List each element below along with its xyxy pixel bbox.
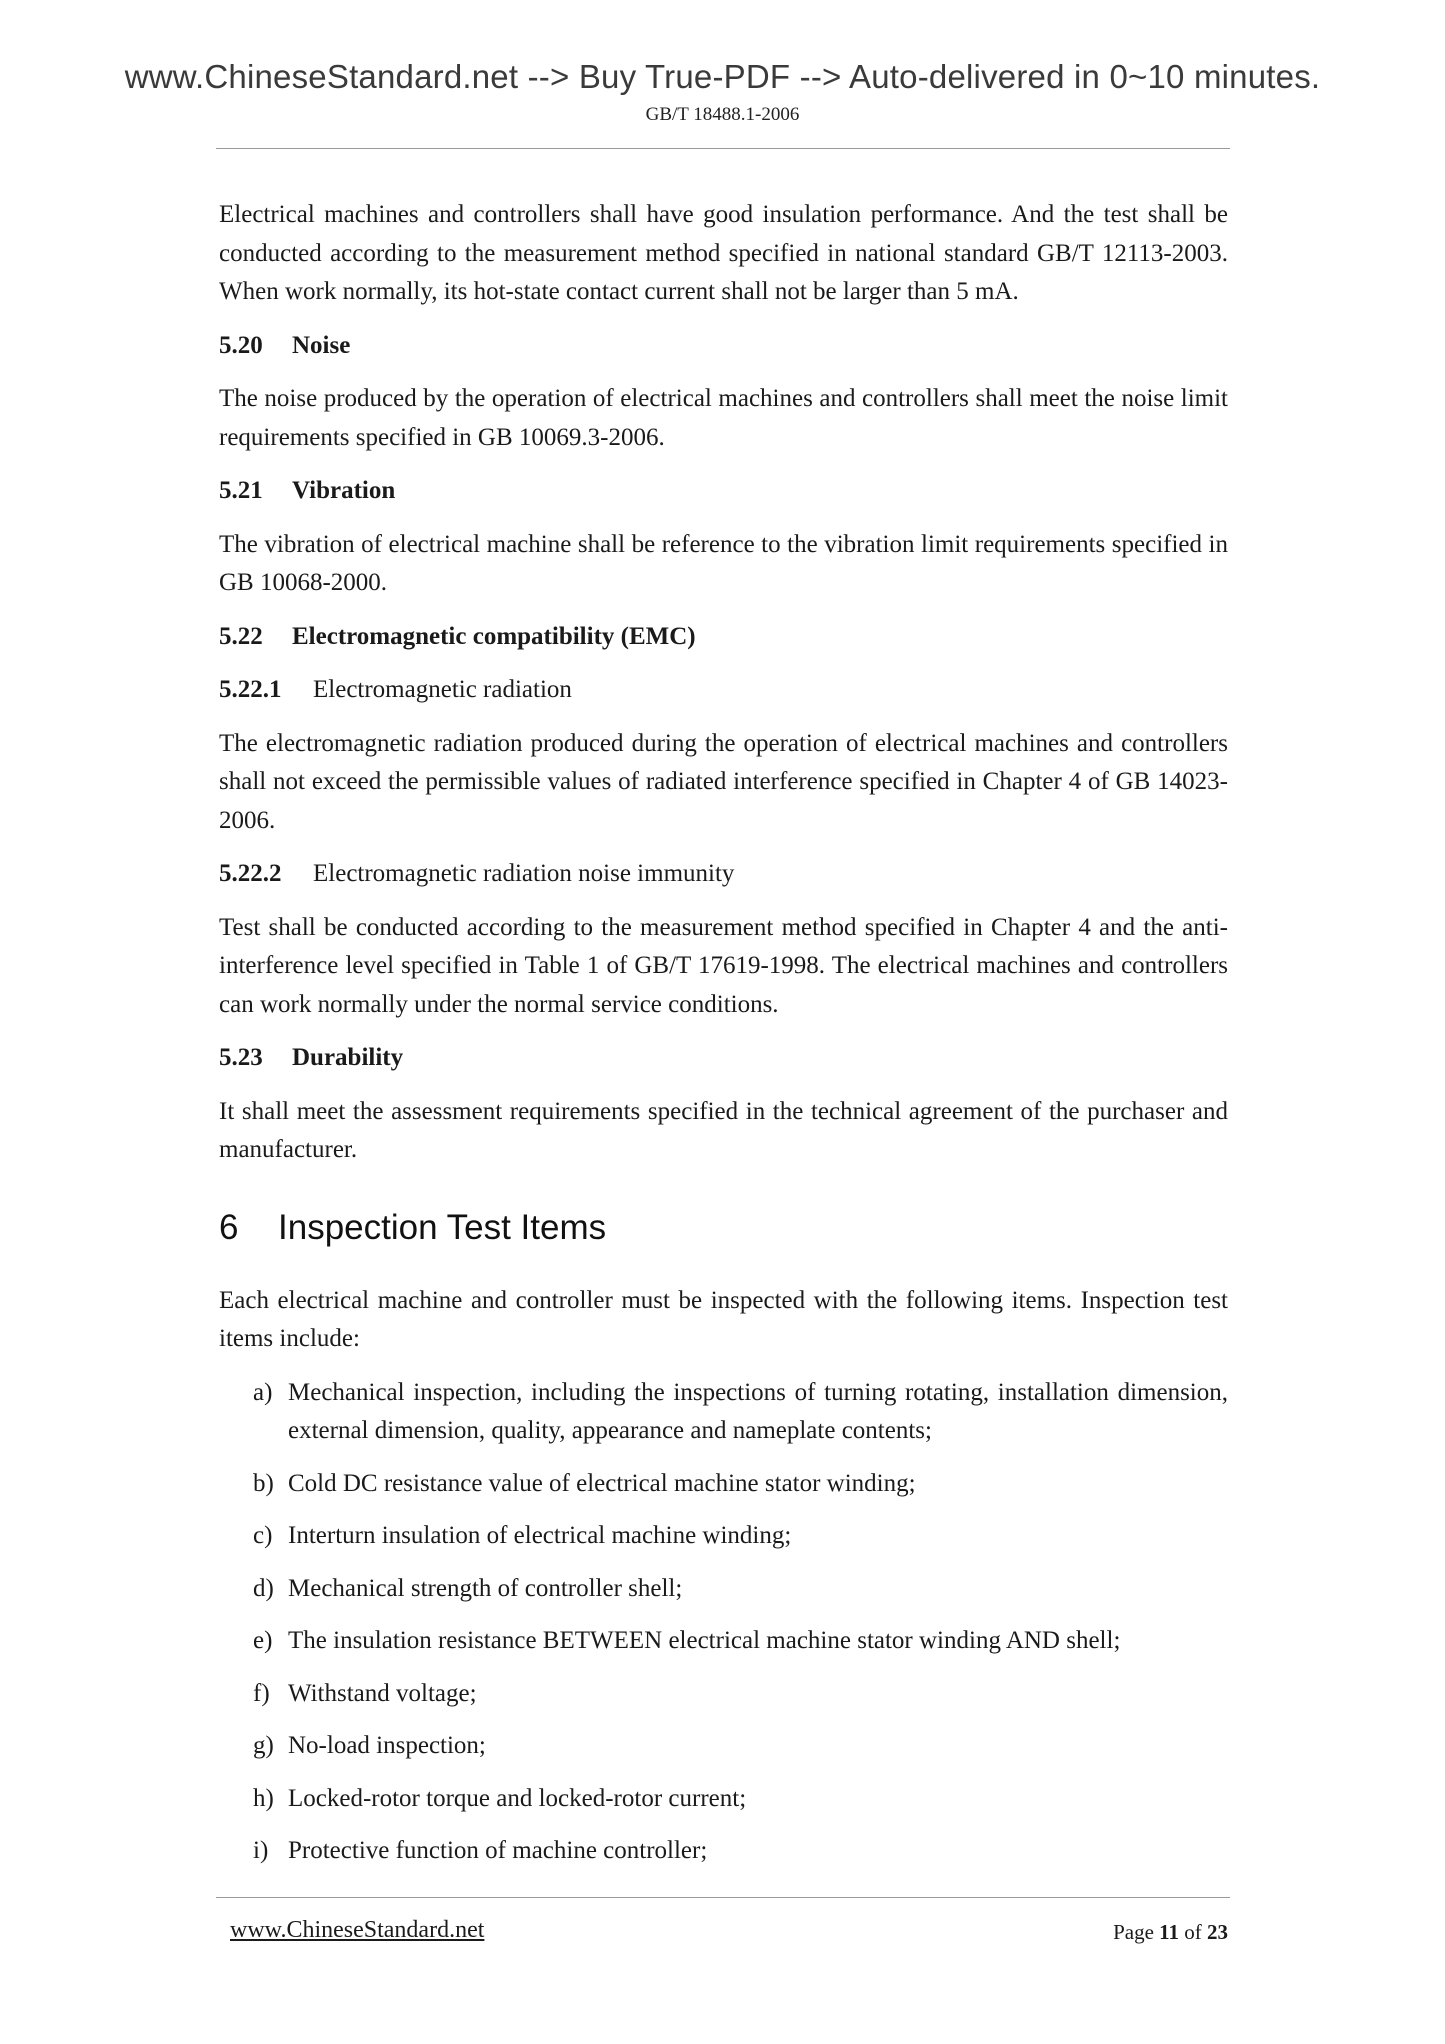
current-page-number: 11 [1159, 1920, 1179, 1944]
section-title: Electromagnetic compatibility (EMC) [292, 622, 696, 650]
list-item [219, 1517, 1228, 1556]
page-label: Page [1113, 1920, 1154, 1944]
list-item [219, 1727, 1228, 1766]
list-marker: c) [253, 1522, 273, 1549]
section-number: 5.23 [219, 1044, 263, 1071]
subsection-title: Electromagnetic radiation [313, 676, 572, 703]
subsection-heading-5-22-1 [219, 671, 1228, 710]
list-marker: f) [253, 1679, 270, 1707]
list-marker: a) [253, 1378, 273, 1406]
section-title: Vibration [292, 477, 396, 504]
of-label: of [1184, 1920, 1202, 1944]
list-item [219, 1570, 1228, 1609]
chapter-title: Inspection Test Items [278, 1207, 607, 1247]
list-marker: g) [253, 1732, 274, 1759]
list-item-text: Mechanical inspection, including the inspections of turning rotating, installation dimension, external dimension, quality, appearance and nameplate contents; [288, 1378, 1228, 1444]
list-item-text: The insulation resistance BETWEEN electrical machine stator winding AND shell; [288, 1627, 1121, 1654]
footer-divider [216, 1897, 1230, 1898]
inspection-items-list [219, 1374, 1228, 1871]
subsection-title: Electromagnetic radiation noise immunity [313, 860, 735, 887]
section-title: Noise [292, 331, 351, 359]
footer-site-link[interactable]: www.ChineseStandard.net [230, 1917, 485, 1943]
subsection-text-5-22-1: The electromagnetic radiation produced during the operation of electrical machines and controllers shall not exceed the permissible values of radiated interference specified in Chapter 4 of GB 14023-2006. [219, 729, 1228, 834]
list-item-text: Cold DC resistance value of electrical machine stator winding; [288, 1469, 916, 1497]
section-heading-5-21 [219, 472, 1228, 511]
section-heading-5-23 [219, 1039, 1228, 1078]
list-item-text: Withstand voltage; [288, 1679, 477, 1707]
subsection-text-5-22-2: Test shall be conducted according to the measurement method specified in Chapter 4 and the anti-interference level specified in Table 1 of GB/T 17619-1998. The electrical machines and controllers can work normally under the normal service conditions. [219, 913, 1228, 1018]
section-heading-5-22 [219, 618, 1228, 657]
section-number: 5.22 [219, 622, 263, 650]
subsection-number: 5.22.2 [219, 860, 282, 887]
page-indicator [1113, 1920, 1228, 1945]
list-item [219, 1465, 1228, 1504]
list-marker: h) [253, 1784, 274, 1812]
section-title: Durability [292, 1044, 404, 1071]
section-heading-5-20 [219, 327, 1228, 366]
list-item-text: Mechanical strength of controller shell; [288, 1574, 683, 1602]
section-text-5-20: The noise produced by the operation of electrical machines and controllers shall meet the noise limit requirements specified in GB 10069.3-2006. [219, 385, 1228, 451]
header-banner: www.ChineseStandard.net --> Buy True-PDF --> Auto-delivered in 0~10 minutes. [124, 58, 1321, 95]
list-marker: d) [253, 1574, 274, 1602]
total-pages-number: 23 [1207, 1920, 1228, 1944]
list-item [219, 1622, 1228, 1661]
list-marker: i) [253, 1837, 269, 1864]
list-item [219, 1675, 1228, 1714]
list-item-text: Interturn insulation of electrical machine winding; [288, 1522, 792, 1549]
header-divider [216, 148, 1230, 149]
list-item [219, 1832, 1228, 1871]
section-text-5-23: It shall meet the assessment requirements specified in the technical agreement of the purchaser and manufacturer. [219, 1097, 1228, 1163]
section-text-5-21: The vibration of electrical machine shall be reference to the vibration limit requirements specified in GB 10068-2000. [219, 530, 1228, 596]
subsection-number: 5.22.1 [219, 676, 282, 703]
chapter-number: 6 [219, 1207, 239, 1247]
list-item [219, 1374, 1228, 1451]
list-item-text: No-load inspection; [288, 1732, 486, 1759]
standard-code: GB/T 18488.1-2006 [645, 104, 800, 125]
list-item-text: Protective function of machine controller; [288, 1837, 708, 1864]
chapter-intro: Each electrical machine and controller must be inspected with the following items. Inspection test items include: [219, 1286, 1228, 1352]
intro-paragraph: Electrical machines and controllers shall have good insulation performance. And the test shall be conducted according to the measurement method specified in national standard GB/T 12113-2003. When work normally, its hot-state contact current shall not be larger than 5 mA. [219, 201, 1228, 305]
subsection-heading-5-22-2 [219, 855, 1228, 894]
list-item [219, 1780, 1228, 1819]
section-number: 5.20 [219, 331, 263, 359]
list-marker: e) [253, 1627, 273, 1654]
chapter-heading-6 [219, 1204, 1228, 1252]
document-body [219, 196, 1228, 1885]
section-number: 5.21 [219, 477, 263, 504]
list-marker: b) [253, 1469, 274, 1497]
list-item-text: Locked-rotor torque and locked-rotor current; [288, 1784, 747, 1812]
